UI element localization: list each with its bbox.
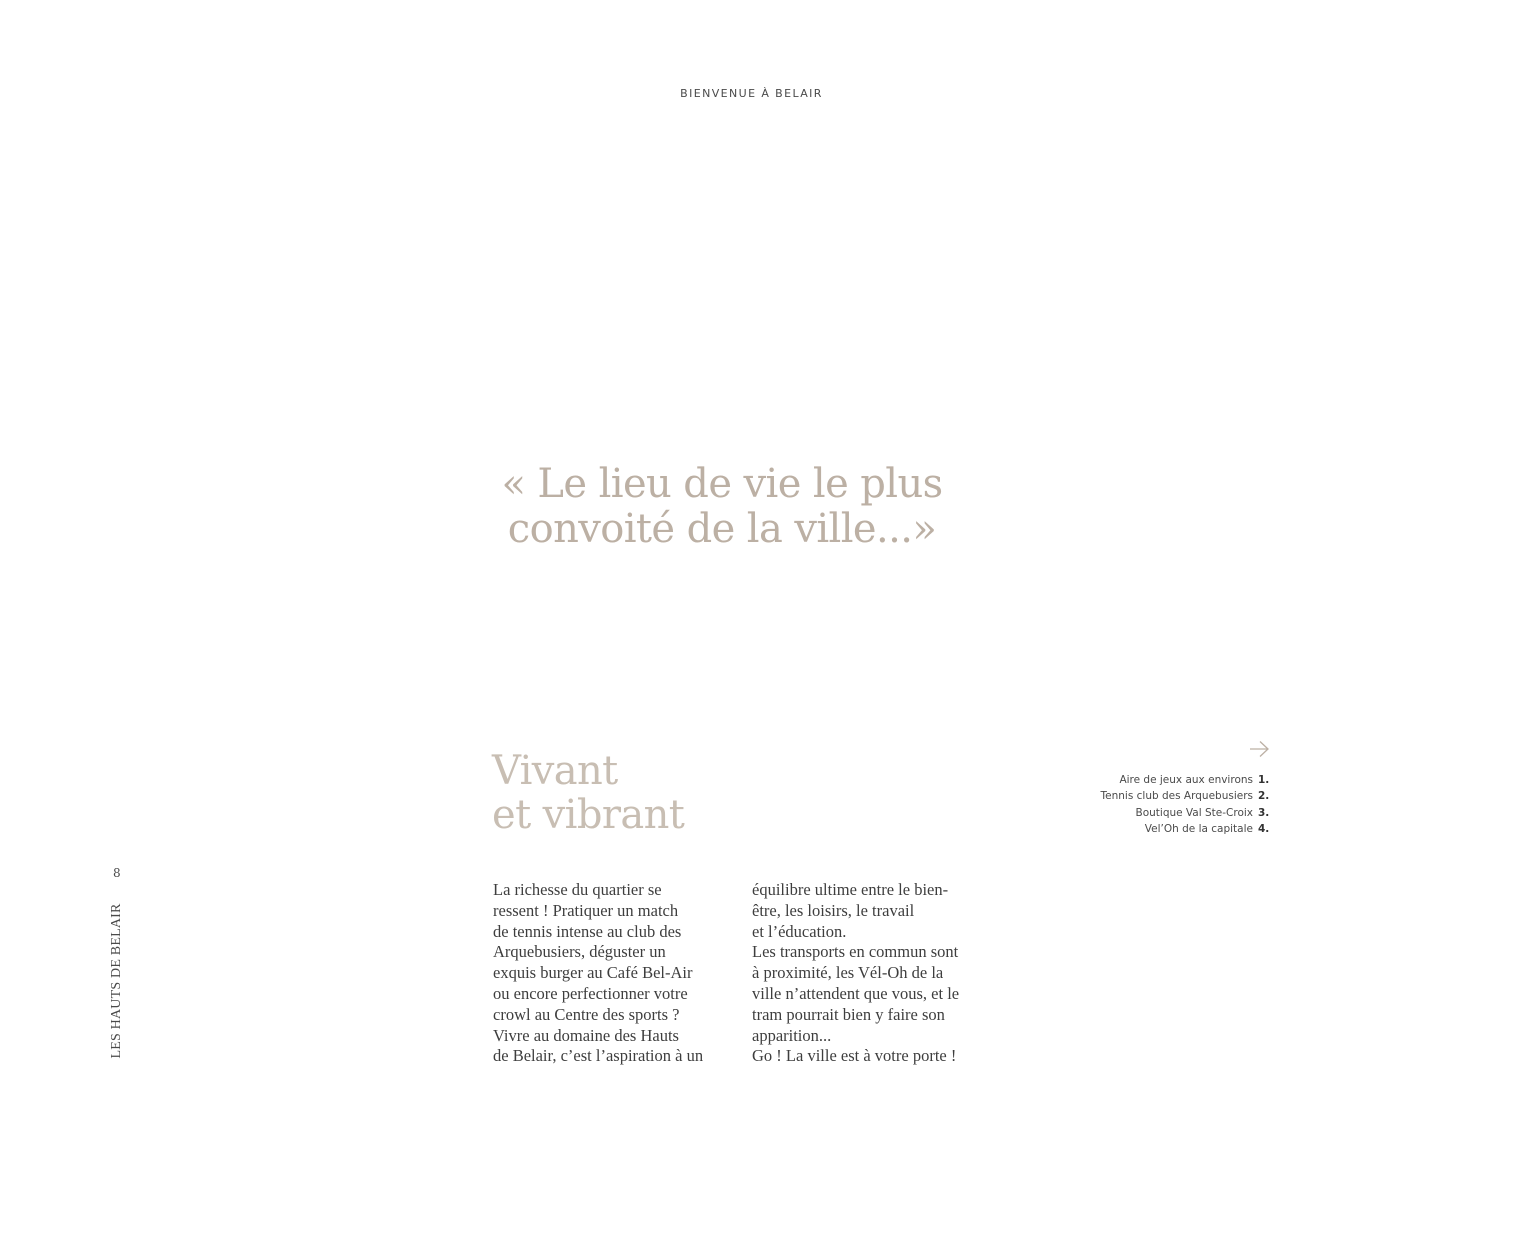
body-line: ville n’attendent que vous, et le bbox=[752, 983, 960, 1003]
body-line: ressent ! Pratiquer un match bbox=[493, 900, 679, 920]
section-heading-line-2: et vibrant bbox=[492, 792, 685, 838]
points-of-interest-legend bbox=[1101, 772, 1270, 838]
body-line: Les transports en commun sont bbox=[752, 942, 959, 962]
pull-quote bbox=[492, 462, 952, 552]
body-line: équilibre ultime entre le bien- bbox=[752, 880, 949, 899]
section-heading bbox=[492, 749, 684, 837]
body-line: ou encore perfectionner votre bbox=[493, 983, 688, 1003]
section-title: BIENVENUE À BELAIR bbox=[680, 87, 823, 100]
legend-item-label: Boutique Val Ste-Croix bbox=[1135, 806, 1253, 819]
body-line: Vivre au domaine des Hauts bbox=[493, 1025, 679, 1045]
body-line: La richesse du quartier se bbox=[493, 880, 662, 899]
body-line: de Belair, c’est l’aspiration à un bbox=[493, 1046, 704, 1066]
body-text-column-1 bbox=[493, 880, 703, 1067]
legend-item-label: Aire de jeux aux environs bbox=[1119, 774, 1253, 786]
body-line: à proximité, les Vél-Oh de la bbox=[752, 963, 944, 983]
body-line: exquis burger au Café Bel-Air bbox=[493, 963, 693, 983]
pull-quote-line-1: « Le lieu de vie le plus bbox=[501, 461, 943, 507]
legend-item bbox=[1101, 805, 1270, 821]
legend-item-number: 2. bbox=[1258, 790, 1270, 803]
body-line: et l’éducation. bbox=[752, 921, 847, 941]
legend-item-label: Vel’Oh de la capitale bbox=[1144, 823, 1253, 836]
section-heading-line-1: Vivant bbox=[492, 748, 618, 794]
legend-item-label: Tennis club des Arquebusiers bbox=[1100, 790, 1253, 803]
body-line: crowl au Centre des sports ? bbox=[493, 1004, 680, 1024]
body-text-column-2 bbox=[752, 880, 959, 1067]
body-line: de tennis intense au club des bbox=[493, 921, 682, 941]
body-line: Arquebusiers, déguster un bbox=[493, 942, 666, 962]
page-number: 8 bbox=[113, 866, 121, 880]
brand-name-vertical: LES HAUTS DE BELAIR bbox=[109, 903, 124, 1059]
legend-item bbox=[1101, 821, 1270, 837]
body-line: tram pourrait bien y faire son bbox=[752, 1004, 945, 1024]
body-line: Go ! La ville est à votre porte ! bbox=[752, 1046, 957, 1066]
legend-item-number: 4. bbox=[1258, 823, 1270, 836]
legend-item-number: 1. bbox=[1258, 774, 1270, 786]
body-line: être, les loisirs, le travail bbox=[752, 900, 915, 920]
arrow-right-icon bbox=[1248, 740, 1270, 758]
legend-item bbox=[1101, 772, 1270, 788]
legend-item bbox=[1101, 788, 1270, 804]
pull-quote-line-2: convoité de la ville...» bbox=[507, 506, 937, 552]
legend-item-number: 3. bbox=[1258, 806, 1270, 819]
body-line: apparition... bbox=[752, 1025, 832, 1045]
